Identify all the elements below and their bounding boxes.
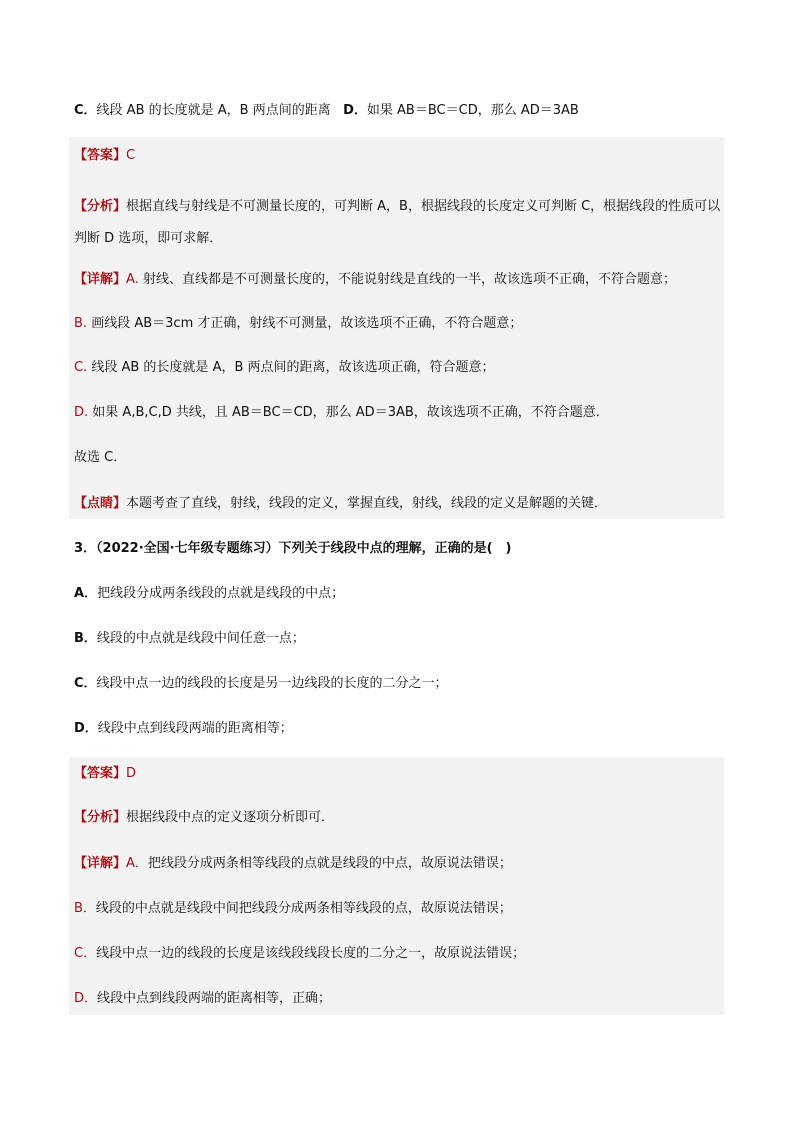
q2-analysis <box>74 191 724 255</box>
q3-detail-c <box>74 944 724 964</box>
q2-detail-c <box>74 358 724 378</box>
detail-c-label: C． <box>74 946 97 961</box>
detail-d-text: 线段中点到线段两端的距离相等，正确； <box>97 991 332 1006</box>
detail-a-text: 把线段分成两条相等线段的点就是线段的中点，故原说法错误； <box>147 856 512 871</box>
q3-detail-a <box>74 854 724 874</box>
q3-option-c-text: 线段中点一边的线段的长度是另一边线段的长度的二分之一； <box>96 676 448 691</box>
analysis-tag: 【分析】 <box>74 199 127 214</box>
detail-d-label: D． <box>74 991 98 1006</box>
q3-option-d <box>74 719 724 739</box>
comment-tag: 【点睛】 <box>74 496 127 511</box>
detail-a-label: A. <box>126 272 139 287</box>
analysis-text: 根据直线与射线是不可测量长度的，可判断 A，B，根据线段的长度定义可判断 C，根据线段的性质可以判断 D 选项，即可求解． <box>74 199 721 246</box>
q2-option-d-text: 如果 AB＝BC＝CD，那么 AD＝3AB <box>366 103 579 118</box>
q3-option-c-label: C． <box>74 676 97 691</box>
q2-option-c-text: 线段 AB 的长度就是 A，B 两点间的距离 <box>96 103 331 118</box>
detail-a-text: 射线、直线都是不可测量长度的，不能说射线是直线的一半，故该选项不正确，不符合题意； <box>142 272 676 287</box>
q3-option-d-text: 线段中点到线段两端的距离相等； <box>97 721 293 736</box>
answer-value: C <box>126 148 136 163</box>
answer-value: D <box>126 766 137 781</box>
detail-tag: 【详解】 <box>74 272 127 287</box>
q3-option-d-label: D． <box>74 721 98 736</box>
q3-answer <box>74 764 724 784</box>
q2-conclusion: 故选 C． <box>74 450 127 465</box>
q2-option-d-label: D． <box>343 103 367 118</box>
q3-detail-b <box>74 899 724 919</box>
q2-detail-a <box>74 270 724 290</box>
detail-c-label: C. <box>74 360 88 375</box>
q3-option-a <box>74 584 724 604</box>
detail-b-text: 线段的中点就是线段中间把线段分成两条相等线段的点，故原说法错误； <box>95 901 512 916</box>
q2-comment <box>74 494 724 514</box>
q3-stem-text: 3．（2022·全国·七年级专题练习）下列关于线段中点的理解，正确的是( ) <box>74 541 512 556</box>
detail-tag: 【详解】 <box>74 856 127 871</box>
detail-a-label: A． <box>126 856 148 871</box>
comment-text: 本题考查了直线，射线，线段的定义，掌握直线，射线，线段的定义是解题的关键． <box>126 496 608 511</box>
q2-detail-b <box>74 314 724 334</box>
analysis-tag: 【分析】 <box>74 810 127 825</box>
analysis-text: 根据线段中点的定义逐项分析即可． <box>126 810 335 825</box>
q3-stem <box>74 539 724 559</box>
q3-option-c <box>74 674 724 694</box>
q2-option-c-label: C． <box>74 103 97 118</box>
q2-detail-d <box>74 403 724 423</box>
q3-analysis <box>74 808 724 828</box>
answer-tag: 【答案】 <box>74 766 127 781</box>
detail-b-label: B. <box>74 316 88 331</box>
answer-tag: 【答案】 <box>74 148 127 163</box>
q3-solution-block <box>69 757 724 1015</box>
detail-c-text: 线段 AB 的长度就是 A，B 两点间的距离，故该选项正确，符合题意； <box>91 360 495 375</box>
detail-d-label: D. <box>74 405 89 420</box>
q2-answer <box>74 146 724 166</box>
detail-d-text: 如果 A,B,C,D 共线，且 AB＝BC＝CD，那么 AD＝3AB，故该选项不正确，不符合题意． <box>92 405 609 420</box>
q3-option-b-text: 线段的中点就是线段中间任意一点； <box>96 631 305 646</box>
q2-options-cd <box>74 101 724 121</box>
q3-option-a-text: 把线段分成两条线段的点就是线段的中点； <box>97 586 345 601</box>
q3-option-a-label: A． <box>74 586 98 601</box>
detail-c-text: 线段中点一边的线段的长度是该线段线段长度的二分之一，故原说法错误； <box>96 946 526 961</box>
detail-b-label: B． <box>74 901 96 916</box>
q3-detail-d <box>74 989 724 1009</box>
q3-option-b-label: B． <box>74 631 97 646</box>
detail-b-text: 画线段 AB＝3cm 才正确，射线不可测量，故该选项不正确，不符合题意； <box>91 316 523 331</box>
q3-option-b <box>74 629 724 649</box>
